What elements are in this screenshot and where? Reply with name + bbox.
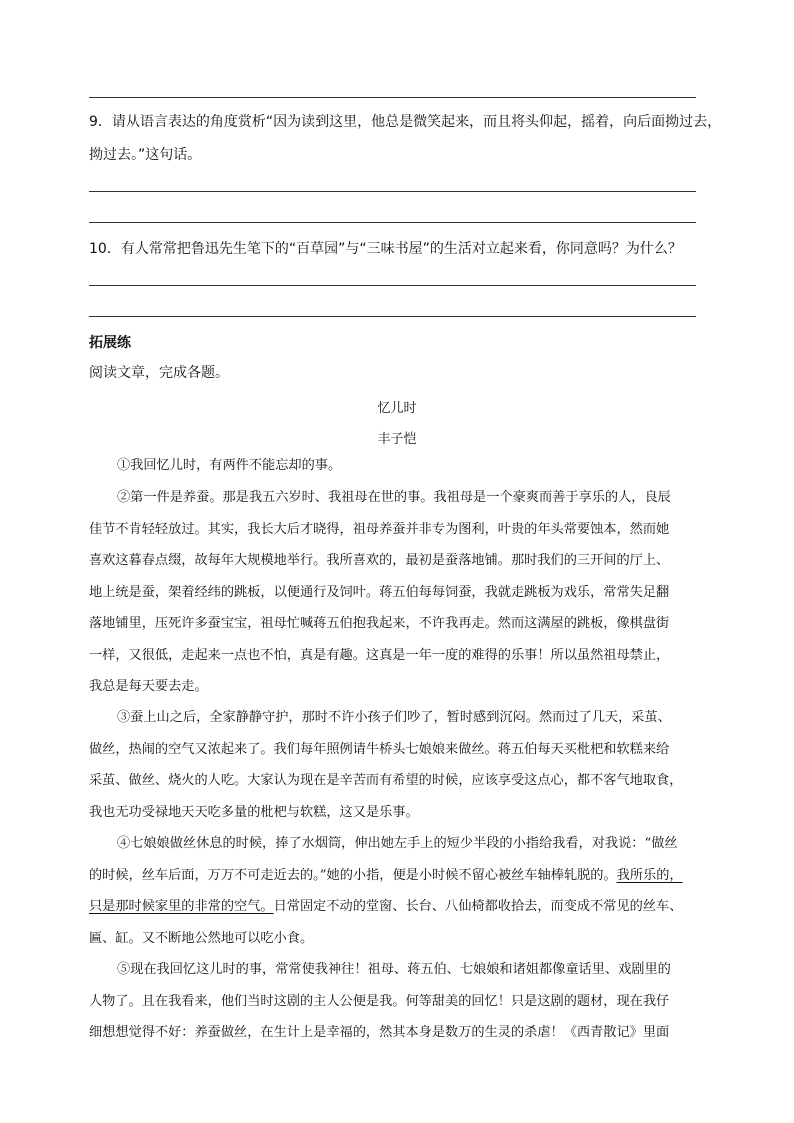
paragraph-line: 落地铺里，压死许多蚕宝宝，祖母忙喊蒋五伯抱我起来，不许我再走。然而这满屋的跳板，像棋盘街 xyxy=(89,616,670,631)
paragraph-line: 匾、缸。又不断地公然地可以吃小食。 xyxy=(89,930,314,946)
section-heading: 拓展练 xyxy=(89,335,131,351)
paragraph-line: 做丝，热闹的空气又浓起来了。我们每年照例请牛桥头七娘娘来做丝。蒋五伯每天买枇杷和软糕来给 xyxy=(89,741,670,757)
paragraph-2 xyxy=(89,482,707,703)
paragraph-text: 的时候，丝车后面，万万不可走近去的。”她的小指，便是小时候不留心被丝车轴棒轧脱的。 xyxy=(89,867,617,883)
paragraph-line: ①我回忆儿时，有两件不能忘却的事。 xyxy=(117,458,342,473)
paragraph-line: 人物了。且在我看来，他们当时这剧的主人公便是我。何等甜美的回忆！只是这剧的题材，现在我仔 xyxy=(89,993,670,1009)
section-instruction: 阅读文章，完成各题。 xyxy=(89,365,229,381)
paragraph-line: 地上统是蚕，架着经纬的跳板，以便通行及饲叶。蒋五伯每每饲蚕，我就走跳板为戏乐，常常失足翻 xyxy=(89,584,670,600)
paragraph-line xyxy=(89,860,707,892)
paragraph-line: 我总是每天要去走。 xyxy=(89,679,208,694)
paragraph-line: ⑤现在我回忆这儿时的事，常常使我神往！祖母、蒋五伯、七娘娘和诸姐都像童话里、戏剧里的 xyxy=(117,962,671,977)
answer-line xyxy=(89,191,696,192)
question-9-line-1: 9．请从语言表达的角度赏析“因为读到这里，他总是微笑起来，而且将头仰起，摇着，向后面拗过去， xyxy=(89,114,722,130)
paragraph-line: ③蚕上山之后，全家静静守护，那时不许小孩子们吵了，暂时感到沉闷。然而过了几天，采茧、 xyxy=(117,710,671,725)
paragraph-4 xyxy=(89,828,707,954)
paragraph-line: 佳节不肯轻轻放过。其实，我长大后才晓得，祖母养蚕并非专为图利，叶贵的年头常要蚀本，然而她 xyxy=(89,521,670,537)
paragraph-line: 我也无功受禄地天天吃多量的枇杷与软糕，这又是乐事。 xyxy=(89,804,419,820)
paragraph-line xyxy=(89,891,707,923)
paragraph-5 xyxy=(89,954,707,1049)
answer-line xyxy=(89,222,696,223)
answer-line xyxy=(89,285,696,286)
question-10: 10．有人常常把鲁迅先生笔下的“百草园”与“三味书屋”的生活对立起来看，你同意吗？为什么？ xyxy=(89,241,682,257)
underlined-sentence: 我所乐的， xyxy=(616,867,683,883)
underlined-sentence: 只是那时候家里的非常的空气。 xyxy=(89,899,274,914)
answer-line xyxy=(89,97,696,98)
paragraph-1 xyxy=(89,450,707,482)
article-title: 忆儿时 xyxy=(377,401,417,416)
paragraph-line: 一样，又很低，走起来一点也不怕，真是有趣。这真是一年一度的难得的乐事！所以虽然祖母禁止， xyxy=(89,647,670,663)
question-9 xyxy=(89,106,729,172)
question-9-line-2: 拗过去。”这句话。 xyxy=(89,147,202,163)
article-author: 丰子恺 xyxy=(377,432,417,447)
paragraph-text: 日常固定不动的堂窗、长台、八仙椅都收拾去，而变成不常见的丝车、 xyxy=(273,899,683,914)
answer-line xyxy=(89,316,696,317)
paragraph-line: 喜欢这暮春点缀，故每年大规模地举行。我所喜欢的，最初是蚕落地铺。那时我们的三开间的厅上、 xyxy=(89,553,670,568)
paragraph-line: ②第一件是养蚕。那是我五六岁时、我祖母在世的事。我祖母是一个豪爽而善于享乐的人，良辰 xyxy=(117,490,671,505)
paragraph-line: 采茧、做丝、烧火的人吃。大家认为现在是辛苦而有希望的时候，应该享受这点心，都不客气地取食， xyxy=(89,773,683,788)
paragraph-line: 细想想觉得不好：养蚕做丝，在生计上是幸福的，然其本身是数万的生灵的杀虐！《西青散记》里面 xyxy=(89,1025,670,1040)
paragraph-3 xyxy=(89,702,707,828)
paragraph-line: ④七娘娘做丝休息的时候，捧了水烟筒，伸出她左手上的短少半段的小指给我看，对我说：“做丝 xyxy=(117,836,678,851)
